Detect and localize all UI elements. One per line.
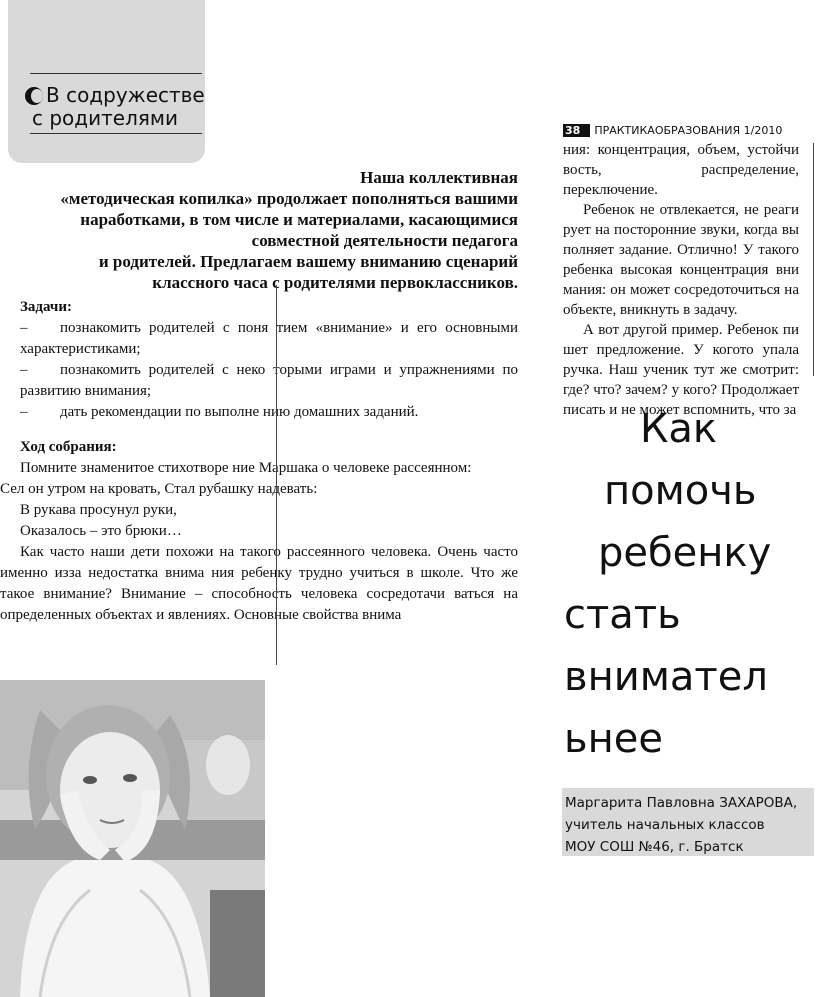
task-text: познакомить родителей с неко торыми играми и упражнениями по развитию внимания; <box>20 362 518 399</box>
section-tab <box>8 0 205 163</box>
intro-line: «методическая копилка» продолжает пополняться вашими <box>60 189 518 208</box>
journal-title: ПРАКТИКАОБРАЗОВАНИЯ 1/2010 <box>594 124 783 137</box>
author-role: учитель начальных классов <box>565 817 765 833</box>
paragraph: А вот другой пример. Ребенок пи шет предложение. У когото упала ручка. Наш ученик тут же смотрит: где? что? зачем? у кого? Продолжает писать и не может вспомнить, что за <box>563 322 799 418</box>
title-line: внимател <box>564 654 768 700</box>
poem-line: В рукава просунул руки, <box>20 502 177 518</box>
divider <box>30 73 202 74</box>
task-item <box>0 318 518 360</box>
crescent-moon-icon <box>25 87 43 105</box>
section-title-line2: с родителями <box>32 106 178 130</box>
section-title <box>32 83 216 130</box>
title-line: стать <box>564 592 681 638</box>
task-text: познакомить родителей с поня тием «внимание» и его основными характеристиками; <box>20 320 518 357</box>
poem-line: Сел он утром на кровать, Стал рубашку надевать: <box>0 481 318 497</box>
dash-marker: – <box>20 404 28 420</box>
article-title <box>540 398 810 770</box>
intro-line: наработками, в том числе и материалами, касающимися <box>80 210 518 229</box>
intro-block <box>18 167 518 293</box>
girl-photo-illustration <box>0 680 265 997</box>
intro-line: классного часа с родителями первоклассников. <box>152 273 518 292</box>
title-line: ьнее <box>564 716 663 762</box>
section-title-line1: В содружестве <box>46 83 205 107</box>
paragraph: ния: концентрация, объем, устойчи вость, распределение, переключение. <box>563 142 799 198</box>
intro-line: совместной деятельности педагога <box>251 231 518 250</box>
main-column <box>0 297 518 626</box>
author-box <box>562 788 814 856</box>
task-item <box>0 360 518 402</box>
title-line: помочь <box>604 468 757 514</box>
divider <box>30 133 202 134</box>
task-text: дать рекомендации по выполне нию домашних заданий. <box>60 404 419 420</box>
meeting-heading: Ход собрания: <box>20 439 117 455</box>
title-line: Как <box>640 406 718 452</box>
title-line: ребенку <box>598 530 772 576</box>
right-column <box>563 140 799 420</box>
column-rule <box>276 285 277 665</box>
page-header <box>563 124 782 138</box>
tasks-heading: Задачи: <box>20 299 73 315</box>
intro-line: и родителей. Предлагаем вашему вниманию сценарий <box>98 252 518 271</box>
girl-photo <box>0 680 265 997</box>
dash-marker: – <box>20 320 28 336</box>
column-rule <box>813 143 814 376</box>
page-number: 38 <box>563 124 590 137</box>
author-name: Маргарита Павловна ЗАХАРОВА, <box>565 795 798 811</box>
paragraph: Как часто наши дети похожи на такого рассеянного человека. Очень часто именно изза недостатка внима ния ребенку трудно учиться в школе. Что же такое внимание? Внимание – способность человека сосредотачи ваться на определенных объектах и явлениях. Основные свойства внима <box>0 544 518 623</box>
poem-line: Оказалось – это брюки… <box>20 523 182 539</box>
dash-marker: – <box>20 362 28 378</box>
author-school: МОУ СОШ №46, г. Братск <box>565 839 744 855</box>
paragraph: Помните знаменитое стихотворе ние Маршака о человеке рассеянном: <box>20 460 472 476</box>
intro-line: Наша коллективная <box>360 168 518 187</box>
paragraph: Ребенок не отвлекается, не реаги рует на посторонние звуки, когда вы полняет задание. Отлично! У такого ребенка высокая концентрация вни мания: он может сосредоточиться на объекте, вникнуть в задачу. <box>563 202 799 318</box>
task-item <box>0 402 518 423</box>
